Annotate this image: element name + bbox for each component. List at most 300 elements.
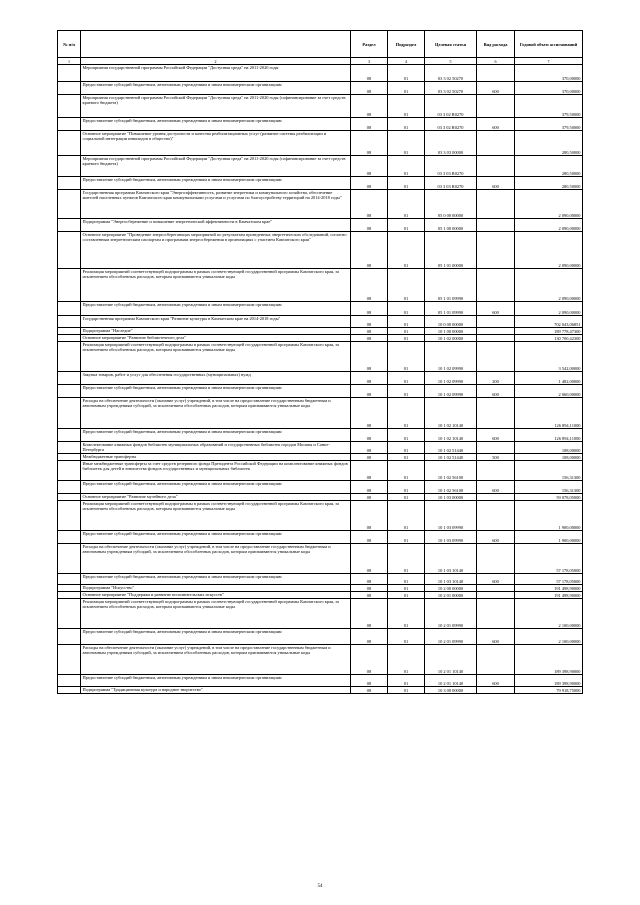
row-name-cell: Предоставление субсидий бюджетным, автономным учреждениям и иным некоммерческим организациям <box>81 531 351 544</box>
row-razdel-cell: 08 <box>351 118 388 131</box>
row-sum-cell: 370,00000 <box>515 65 583 82</box>
table-row <box>58 442 583 454</box>
row-razdel-cell: 08 <box>351 302 388 316</box>
row-vr-cell <box>477 328 515 335</box>
row-razdel-cell: 08 <box>351 585 388 592</box>
row-number-cell <box>58 454 81 461</box>
row-sum-cell: 79 918,75000 <box>515 687 583 694</box>
table-row <box>58 454 583 461</box>
row-razdel-cell: 08 <box>351 190 388 219</box>
table-row <box>58 316 583 328</box>
row-csr-cell: 03 3 02 50270 <box>425 65 477 82</box>
row-podrazdel-cell: 01 <box>388 82 425 95</box>
table-row <box>58 177 583 190</box>
row-number-cell <box>58 219 81 232</box>
row-csr-cell: 10 1 03 09990 <box>425 531 477 544</box>
row-podrazdel-cell: 01 <box>388 398 425 429</box>
row-number-cell <box>58 95 81 118</box>
row-vr-cell: 600 <box>477 429 515 442</box>
row-vr-cell <box>477 335 515 342</box>
header-sum: Годовой объем ассигнований <box>515 31 583 58</box>
row-podrazdel-cell: 01 <box>388 219 425 232</box>
row-razdel-cell: 08 <box>351 501 388 531</box>
row-csr-cell: 05 1 01 09990 <box>425 269 477 302</box>
row-name-cell: Мероприятия государственной программы Российской Федерации "Доступная среда" на 2011-2020 годы <box>81 65 351 82</box>
row-razdel-cell: 08 <box>351 232 388 269</box>
row-vr-cell: 600 <box>477 82 515 95</box>
row-name-cell: Предоставление субсидий бюджетным, автономным учреждениям и иным некоммерческим организациям <box>81 629 351 645</box>
table-row <box>58 481 583 494</box>
header-vr: Вид расхода <box>477 31 515 58</box>
row-csr-cell: 10 2 01 00000 <box>425 592 477 599</box>
row-vr-cell <box>477 131 515 156</box>
row-podrazdel-cell: 01 <box>388 342 425 372</box>
table-body <box>58 65 583 694</box>
row-podrazdel-cell: 01 <box>388 481 425 494</box>
table-row <box>58 398 583 429</box>
row-csr-cell: 03 3 03 R0270 <box>425 156 477 177</box>
table-row <box>58 645 583 675</box>
row-razdel-cell: 08 <box>351 531 388 544</box>
table-row <box>58 65 583 82</box>
header-num: № п/п <box>58 31 81 58</box>
row-podrazdel-cell: 01 <box>388 385 425 398</box>
row-csr-cell: 03 3 02 R0270 <box>425 95 477 118</box>
row-sum-cell: 2 100,00000 <box>515 629 583 645</box>
row-csr-cell: 10 1 02 09990 <box>425 342 477 372</box>
row-number-cell <box>58 494 81 501</box>
row-razdel-cell: 08 <box>351 592 388 599</box>
col-index-cell: 4 <box>388 58 425 65</box>
header-csr: Целевая статья <box>425 31 477 58</box>
row-razdel-cell: 08 <box>351 461 388 481</box>
row-vr-cell: 600 <box>477 629 515 645</box>
row-sum-cell: 379,50000 <box>515 118 583 131</box>
row-name-cell: Подпрограмма "Искусство" <box>81 585 351 592</box>
row-vr-cell: 600 <box>477 177 515 190</box>
row-vr-cell: 500 <box>477 454 515 461</box>
row-sum-cell: 2 090,00000 <box>515 302 583 316</box>
row-razdel-cell: 08 <box>351 494 388 501</box>
row-name-cell: Расходы на обеспечение деятельности (оказание услуг) учреждений, в том числе на предоставление государственным бюджетным и автономным учреждениям субсидий, за исключением обособленных расходов, которым присваиваются уникальные коды <box>81 645 351 675</box>
row-podrazdel-cell: 01 <box>388 585 425 592</box>
row-vr-cell: 600 <box>477 118 515 131</box>
row-vr-cell <box>477 232 515 269</box>
row-podrazdel-cell: 01 <box>388 118 425 131</box>
row-csr-cell: 10 2 01 09990 <box>425 629 477 645</box>
table-row <box>58 585 583 592</box>
row-name-cell: Предоставление субсидий бюджетным, автономным учреждениям и иным некоммерческим организациям <box>81 118 351 131</box>
row-name-cell: Предоставление субсидий бюджетным, автономным учреждениям и иным некоммерческим организациям <box>81 675 351 687</box>
table-row <box>58 372 583 385</box>
row-podrazdel-cell: 01 <box>388 429 425 442</box>
row-number-cell <box>58 599 81 629</box>
row-number-cell <box>58 531 81 544</box>
row-csr-cell: 10 3 00 00000 <box>425 687 477 694</box>
row-number-cell <box>58 385 81 398</box>
table-row <box>58 118 583 131</box>
row-number-cell <box>58 328 81 335</box>
row-podrazdel-cell: 01 <box>388 454 425 461</box>
row-sum-cell: 191 498,90000 <box>515 592 583 599</box>
row-number-cell <box>58 645 81 675</box>
row-csr-cell: 10 2 00 00000 <box>425 585 477 592</box>
col-index-cell: 2 <box>81 58 351 65</box>
row-csr-cell: 03 3 02 50270 <box>425 82 477 95</box>
row-sum-cell: 189 398,90000 <box>515 645 583 675</box>
row-vr-cell: 600 <box>477 302 515 316</box>
row-sum-cell: 2 090,00000 <box>515 219 583 232</box>
row-podrazdel-cell: 01 <box>388 372 425 385</box>
row-podrazdel-cell: 01 <box>388 645 425 675</box>
row-podrazdel-cell: 01 <box>388 156 425 177</box>
row-number-cell <box>58 372 81 385</box>
row-vr-cell <box>477 398 515 429</box>
row-name-cell: Подпрограмма "Энергосбережение и повышение энергетической эффективности в Камчатском крае" <box>81 219 351 232</box>
table-row <box>58 531 583 544</box>
row-vr-cell <box>477 316 515 328</box>
row-number-cell <box>58 156 81 177</box>
row-csr-cell: 03 3 03 R0270 <box>425 177 477 190</box>
row-podrazdel-cell: 01 <box>388 531 425 544</box>
table-row <box>58 190 583 219</box>
row-number-cell <box>58 429 81 442</box>
table-row <box>58 461 583 481</box>
row-razdel-cell: 08 <box>351 342 388 372</box>
row-csr-cell: 05 1 00 00000 <box>425 219 477 232</box>
row-name-cell: Основное мероприятие "Развитие библиотечного дела" <box>81 335 351 342</box>
row-razdel-cell: 08 <box>351 574 388 585</box>
row-sum-cell: 379,50000 <box>515 95 583 118</box>
row-name-cell: Межбюджетные трансферты <box>81 454 351 461</box>
col-index-cell: 5 <box>425 58 477 65</box>
row-sum-cell: 280,50000 <box>515 131 583 156</box>
table-row <box>58 629 583 645</box>
row-vr-cell <box>477 585 515 592</box>
row-name-cell: Подпрограмма "Наследие" <box>81 328 351 335</box>
row-razdel-cell: 08 <box>351 65 388 82</box>
row-vr-cell: 600 <box>477 385 515 398</box>
table-row <box>58 501 583 531</box>
row-name-cell: Реализация мероприятий соответствующей подпрограммы в рамках соответствующей государственной программы Камчатского края, за исключением обособленных расходов, которым присваиваются уникальные коды <box>81 599 351 629</box>
row-name-cell: Государственная программа Камчатского края "Развитие культуры в Камчатском крае на 2014-2018 годы" <box>81 316 351 328</box>
row-sum-cell: 280,50000 <box>515 156 583 177</box>
row-csr-cell: 10 0 00 00000 <box>425 316 477 328</box>
table-row <box>58 269 583 302</box>
row-razdel-cell: 08 <box>351 687 388 694</box>
row-razdel-cell: 08 <box>351 599 388 629</box>
row-csr-cell: 10 1 02 00000 <box>425 335 477 342</box>
row-vr-cell <box>477 599 515 629</box>
row-name-cell: Иные межбюджетные трансферты за счет средств резервного фонда Президента Российской Федерации на комплектование книжных фондов библиотек для детей и юношества фондов государственных и муниципальных библиотек <box>81 461 351 481</box>
table-row <box>58 156 583 177</box>
row-name-cell: Предоставление субсидий бюджетным, автономным учреждениям и иным некоммерческим организациям <box>81 177 351 190</box>
row-number-cell <box>58 398 81 429</box>
row-sum-cell: 59 078,05000 <box>515 494 583 501</box>
row-csr-cell: 05 0 00 00000 <box>425 190 477 219</box>
row-sum-cell: 108,00000 <box>515 454 583 461</box>
row-podrazdel-cell: 01 <box>388 269 425 302</box>
row-name-cell: Закупка товаров, работ и услуг для обеспечения государственных (муниципальных) нужд <box>81 372 351 385</box>
budget-table-container <box>57 30 582 694</box>
row-name-cell: Предоставление субсидий бюджетным, автономным учреждениям и иным некоммерческим организациям <box>81 481 351 494</box>
row-razdel-cell: 08 <box>351 429 388 442</box>
row-sum-cell: 126 894,11000 <box>515 429 583 442</box>
row-podrazdel-cell: 01 <box>388 131 425 156</box>
row-razdel-cell: 08 <box>351 219 388 232</box>
row-podrazdel-cell: 01 <box>388 232 425 269</box>
row-podrazdel-cell: 01 <box>388 574 425 585</box>
row-razdel-cell: 08 <box>351 629 388 645</box>
row-number-cell <box>58 501 81 531</box>
row-vr-cell: 600 <box>477 531 515 544</box>
row-csr-cell: 10 1 03 10140 <box>425 544 477 574</box>
row-sum-cell: 702 043,06851 <box>515 316 583 328</box>
row-podrazdel-cell: 01 <box>388 592 425 599</box>
row-name-cell: Реализация мероприятий соответствующей подпрограммы в рамках соответствующей государственной программы Камчатского края, за исключением обособленных расходов, которым присваиваются уникальные коды <box>81 501 351 531</box>
col-index-cell: 7 <box>515 58 583 65</box>
row-name-cell: Предоставление субсидий бюджетным, автономным учреждениям и иным некоммерческим организациям <box>81 302 351 316</box>
row-podrazdel-cell: 01 <box>388 544 425 574</box>
header-name <box>81 31 351 58</box>
row-number-cell <box>58 82 81 95</box>
row-razdel-cell: 08 <box>351 316 388 328</box>
row-razdel-cell: 08 <box>351 335 388 342</box>
row-sum-cell: 57 178,05000 <box>515 574 583 585</box>
row-podrazdel-cell: 01 <box>388 177 425 190</box>
row-name-cell: Основное мероприятие "Повышение уровня доступности и качества реабилитационных услуг (развитие системы реабилитации и социальной интеграции инвалидов в общество)" <box>81 131 351 156</box>
table-row <box>58 544 583 574</box>
row-name-cell: Мероприятия государственной программы Российской Федерации "Доступная среда" на 2011-2020 годы (софинансирование за счет средств краевого бюджета) <box>81 95 351 118</box>
row-sum-cell: 2 090,00000 <box>515 232 583 269</box>
row-number-cell <box>58 342 81 372</box>
row-sum-cell: 57 178,05000 <box>515 544 583 574</box>
row-vr-cell <box>477 219 515 232</box>
row-csr-cell: 10 1 02 09990 <box>425 385 477 398</box>
row-sum-cell: 189 398,90000 <box>515 675 583 687</box>
row-number-cell <box>58 335 81 342</box>
row-name-cell: Предоставление субсидий бюджетным, автономным учреждениям и иным некоммерческим организациям <box>81 82 351 95</box>
table-row <box>58 342 583 372</box>
row-number-cell <box>58 269 81 302</box>
row-number-cell <box>58 481 81 494</box>
row-sum-cell: 130 700,42300 <box>515 335 583 342</box>
row-sum-cell: 108,00000 <box>515 442 583 454</box>
row-number-cell <box>58 316 81 328</box>
row-razdel-cell: 08 <box>351 454 388 461</box>
row-number-cell <box>58 118 81 131</box>
row-csr-cell: 10 1 02 51440 <box>425 442 477 454</box>
row-number-cell <box>58 574 81 585</box>
table-row <box>58 574 583 585</box>
row-vr-cell: 600 <box>477 675 515 687</box>
table-row <box>58 687 583 694</box>
row-csr-cell: 10 2 01 10140 <box>425 675 477 687</box>
row-podrazdel-cell: 01 <box>388 328 425 335</box>
row-razdel-cell: 08 <box>351 442 388 454</box>
row-vr-cell <box>477 544 515 574</box>
row-number-cell <box>58 544 81 574</box>
row-razdel-cell: 08 <box>351 675 388 687</box>
row-vr-cell <box>477 461 515 481</box>
row-vr-cell <box>477 65 515 82</box>
row-razdel-cell: 08 <box>351 372 388 385</box>
row-razdel-cell: 08 <box>351 82 388 95</box>
row-sum-cell: 370,00000 <box>515 82 583 95</box>
row-name-cell: Государственная программа Камчатского края "Энергоэффективность, развитие энергетики и коммунального хозяйства, обеспечение жителей населенных пунктов Камчатского края коммунальными услугами и услугами по благоустройству территорий на 2014-2018 годы" <box>81 190 351 219</box>
row-name-cell: Основное мероприятие "Развитие музейного дела" <box>81 494 351 501</box>
table-row <box>58 232 583 269</box>
row-razdel-cell: 08 <box>351 544 388 574</box>
row-name-cell: Расходы на обеспечение деятельности (оказание услуг) учреждений, в том числе на предоставление государственным бюджетным и автономным учреждениям субсидий, за исключением обособленных расходов, которым присваиваются уникальные коды <box>81 544 351 574</box>
row-podrazdel-cell: 01 <box>388 461 425 481</box>
table-row <box>58 82 583 95</box>
row-name-cell: Предоставление субсидий бюджетным, автономным учреждениям и иным некоммерческим организациям <box>81 385 351 398</box>
row-vr-cell <box>477 95 515 118</box>
row-sum-cell: 156,31300 <box>515 481 583 494</box>
row-razdel-cell: 08 <box>351 481 388 494</box>
row-podrazdel-cell: 01 <box>388 494 425 501</box>
table-row <box>58 302 583 316</box>
row-csr-cell: 10 1 02 51440 <box>425 454 477 461</box>
row-vr-cell <box>477 190 515 219</box>
header-razdel: Раздел <box>351 31 388 58</box>
row-name-cell: Основное мероприятие "Проведение энергосберегающих мероприятий по результатам проведенных энергетических обследований, согласно составленным энергетическим паспортам и программам энергосбережения в организациях с участием Камчатского края" <box>81 232 351 269</box>
row-number-cell <box>58 65 81 82</box>
row-razdel-cell: 08 <box>351 177 388 190</box>
row-razdel-cell: 08 <box>351 131 388 156</box>
row-razdel-cell: 08 <box>351 269 388 302</box>
row-podrazdel-cell: 01 <box>388 675 425 687</box>
row-csr-cell: 10 1 03 10140 <box>425 574 477 585</box>
col-index-cell: 6 <box>477 58 515 65</box>
table-row <box>58 219 583 232</box>
row-csr-cell: 10 1 03 00000 <box>425 494 477 501</box>
row-sum-cell: 191 498,90000 <box>515 585 583 592</box>
row-vr-cell <box>477 269 515 302</box>
row-sum-cell: 1 482,00000 <box>515 372 583 385</box>
row-sum-cell: 1 900,00000 <box>515 501 583 531</box>
page-number: 54 <box>317 884 323 889</box>
row-name-cell: Предоставление субсидий бюджетным, автономным учреждениям и иным некоммерческим организациям <box>81 574 351 585</box>
row-sum-cell: 3 542,00000 <box>515 342 583 372</box>
row-name-cell: Основное мероприятие "Поддержка и развитие исполнительских искусств" <box>81 592 351 599</box>
row-podrazdel-cell: 01 <box>388 442 425 454</box>
row-vr-cell <box>477 442 515 454</box>
row-name-cell: Подпрограмма "Традиционная культура и народное творчество" <box>81 687 351 694</box>
table-row <box>58 328 583 335</box>
row-csr-cell: 03 3 03 00000 <box>425 131 477 156</box>
row-name-cell: Реализация мероприятий соответствующей подпрограммы в рамках соответствующей государственной программы Камчатского края, за исключением обособленных расходов, которым присваиваются уникальные коды <box>81 269 351 302</box>
table-row <box>58 95 583 118</box>
row-csr-cell: 10 1 02 56100 <box>425 481 477 494</box>
row-sum-cell: 156,31300 <box>515 461 583 481</box>
row-razdel-cell: 08 <box>351 156 388 177</box>
row-number-cell <box>58 585 81 592</box>
row-sum-cell: 126 894,11000 <box>515 398 583 429</box>
row-csr-cell: 10 1 02 10140 <box>425 429 477 442</box>
table-row <box>58 335 583 342</box>
row-vr-cell: 200 <box>477 372 515 385</box>
row-vr-cell <box>477 687 515 694</box>
row-podrazdel-cell: 01 <box>388 302 425 316</box>
row-name-cell: Расходы на обеспечение деятельности (оказание услуг) учреждений, в том числе на предоставление государственным бюджетным и автономным учреждениям субсидий, за исключением обособленных расходов, которым присваиваются уникальные коды <box>81 398 351 429</box>
row-name-cell: Мероприятия государственной программы Российской Федерации "Доступная среда" на 2011-2020 годы (софинансирование за счет средств краевого бюджета) <box>81 156 351 177</box>
row-csr-cell: 05 1 01 00000 <box>425 232 477 269</box>
table-row <box>58 675 583 687</box>
row-vr-cell <box>477 592 515 599</box>
row-number-cell <box>58 687 81 694</box>
row-number-cell <box>58 190 81 219</box>
row-sum-cell: 2 100,00000 <box>515 599 583 629</box>
row-podrazdel-cell: 01 <box>388 190 425 219</box>
row-podrazdel-cell: 01 <box>388 95 425 118</box>
row-number-cell <box>58 232 81 269</box>
row-razdel-cell: 08 <box>351 398 388 429</box>
row-vr-cell: 600 <box>477 574 515 585</box>
row-sum-cell: 2 090,00000 <box>515 190 583 219</box>
row-razdel-cell: 08 <box>351 95 388 118</box>
row-vr-cell <box>477 156 515 177</box>
row-number-cell <box>58 629 81 645</box>
row-csr-cell: 10 1 02 56100 <box>425 461 477 481</box>
row-vr-cell: 600 <box>477 481 515 494</box>
row-number-cell <box>58 177 81 190</box>
row-sum-cell: 2 060,00000 <box>515 385 583 398</box>
row-number-cell <box>58 131 81 156</box>
col-index-cell: 3 <box>351 58 388 65</box>
row-razdel-cell: 08 <box>351 385 388 398</box>
row-razdel-cell: 08 <box>351 645 388 675</box>
table-row <box>58 494 583 501</box>
row-number-cell <box>58 461 81 481</box>
table-row <box>58 385 583 398</box>
row-csr-cell: 03 3 02 R0270 <box>425 118 477 131</box>
row-vr-cell <box>477 645 515 675</box>
row-podrazdel-cell: 01 <box>388 687 425 694</box>
row-number-cell <box>58 302 81 316</box>
table-row <box>58 429 583 442</box>
header-row <box>58 31 583 58</box>
row-csr-cell: 10 1 00 00000 <box>425 328 477 335</box>
column-index-row <box>58 58 583 65</box>
row-podrazdel-cell: 01 <box>388 335 425 342</box>
row-sum-cell: 189 778,47300 <box>515 328 583 335</box>
row-podrazdel-cell: 01 <box>388 65 425 82</box>
row-csr-cell: 10 1 02 09990 <box>425 372 477 385</box>
row-number-cell <box>58 592 81 599</box>
row-vr-cell <box>477 494 515 501</box>
table-row <box>58 599 583 629</box>
row-podrazdel-cell: 01 <box>388 599 425 629</box>
row-csr-cell: 10 2 01 09990 <box>425 599 477 629</box>
header-podrazdel: Подраздел <box>388 31 425 58</box>
table-row <box>58 592 583 599</box>
row-podrazdel-cell: 01 <box>388 316 425 328</box>
col-index-cell: 1 <box>58 58 81 65</box>
row-sum-cell: 1 900,00000 <box>515 531 583 544</box>
row-name-cell: Комплектование книжных фондов библиотек муниципальных образований и государственных библиотек городов Москвы и Санкт-Петербурга <box>81 442 351 454</box>
table-row <box>58 131 583 156</box>
row-number-cell <box>58 442 81 454</box>
row-csr-cell: 10 1 03 09990 <box>425 501 477 531</box>
row-sum-cell: 2 090,00000 <box>515 269 583 302</box>
budget-table <box>57 30 583 694</box>
row-vr-cell <box>477 342 515 372</box>
row-csr-cell: 05 1 01 09990 <box>425 302 477 316</box>
row-sum-cell: 280,50000 <box>515 177 583 190</box>
row-csr-cell: 10 1 02 10140 <box>425 398 477 429</box>
